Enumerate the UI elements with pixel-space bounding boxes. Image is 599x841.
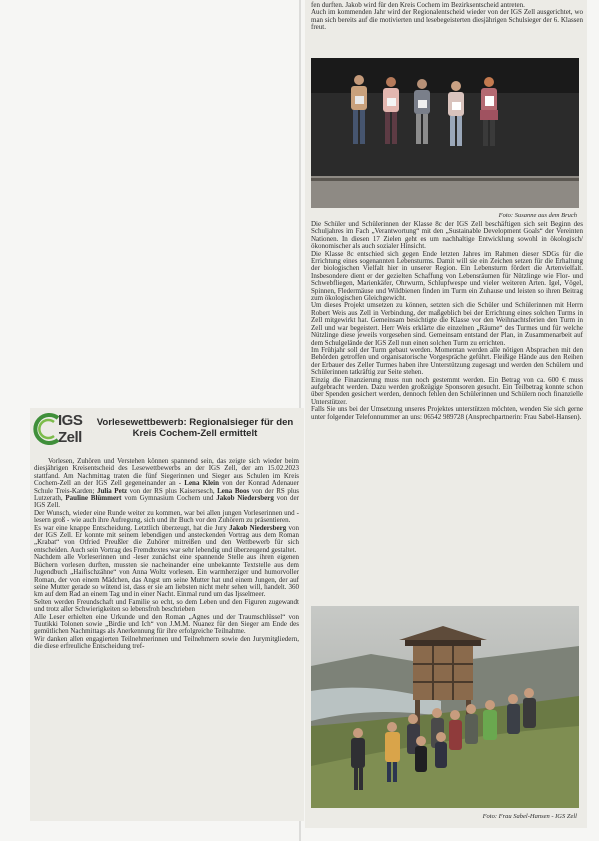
- paragraph: [34, 510, 299, 525]
- bold-name: Lena Klein: [184, 479, 219, 488]
- text-run: Es war eine knappe Entscheidung. Letztlich überzeugt, hat die Jury: [34, 523, 230, 532]
- paragraph: [34, 614, 299, 636]
- paragraph: [34, 636, 299, 651]
- photo2-caption: Foto: Frau Sabel-Hansen - IGS Zell: [482, 813, 577, 820]
- paragraph: Falls Sie uns bei der Umsetzung unseres Projektes unterstützen möchten, wenden Sie sich gerne unter folgender Telefonnummer an uns: 06542 989728 (Ansprechpartnerin: Frau Sabel-Hansen).: [311, 405, 583, 421]
- photo-readers-stage: [311, 58, 579, 208]
- text-run: Nachdem alle Vorleserinnen und -leser zunächst eine spannende Stelle aus ihren eigenen Büchern vorlesen durften, mussten sie nacheinander eine unbekannte Textstelle aus dem Jugendbuch „Haifischzähne“ von Anna Woltz vorlesen. Ein warmherziger und humorvoller Roman, der von einem Mädchen, das Angst um seine Mutter hat und einem Jungen, der auf seine Mutter gerade so wütend ist, dass er sie am liebsten nicht mehr sehen will, handelt. 360 km auf dem Rad an einem Tag und in einer Nacht. Einmal rund um das Ijsselmeer.: [34, 553, 299, 599]
- text-run: von der IGS Zell. Er konnte mit seinem lebendigen und ansteckenden Vortrag aus dem Roman „Krabat“ von Otfried Preußler die Zuhörer mitreißen und den Wettbewerb für sich entscheiden. Auch sein Vortrag des Fremdtextes war sehr lebendig und überzeugend gestaltet.: [34, 523, 299, 554]
- left-text: [30, 458, 304, 651]
- logo-text: IGS Zell: [58, 412, 83, 446]
- text-run: Alle Leser erhielten eine Urkunde und den Roman „Agnes und der Traumschlüssel“ von Tuutikki Tolonen sowie „Birdie und Ich“ von J.M.M. Nuanez für den Sieger am Ende des gemütlichen Nachmittags als Anerkennung für ihre erfolgreiche Teilnahme.: [34, 612, 299, 636]
- text-run: Wir danken allen engagierten Teilnehmerinnen und Teilnehmern sowie den Jurymitgliedern, die diese erfreuliche Entscheidung tref-: [34, 634, 299, 651]
- text-run: Vorlesen, Zuhören und Verstehen können spannend sein, das zeigte sich wieder beim diesjährigen Kreisentscheid des Lesewettbewerbs an der IGS Zell, der am 15.02.2023 stattfand. Am Nachmittag traten die fünf Siegerinnen und Sieger aus Schulen im Kreis Cochem-Zell an der IGS Zell gegeneinander an -: [34, 457, 299, 488]
- paragraph: [34, 525, 299, 555]
- bold-name: Jakob Niedersberg: [229, 523, 287, 532]
- right-clipping: [305, 0, 587, 828]
- paragraph: fen durften. Jakob wird für den Kreis Cochem im Bezirksentscheid antreten.: [311, 1, 525, 9]
- right-top-text: [305, 2, 587, 32]
- paragraph: [34, 458, 299, 510]
- paragraph: Auch im kommenden Jahr wird der Regionalentscheid wieder von der IGS Zell ausgerichtet, wo man sich bereits auf die motivierten und lesebegeisterten diesjährigen Schulsieger der 6. Klassen freut.: [311, 8, 583, 32]
- text-run: von der Konrad Adenauer Schule Treis-Karden;: [34, 479, 299, 495]
- paragraph: [34, 599, 299, 614]
- photo1-caption: Foto: Susanne aus dem Bruch: [498, 212, 577, 219]
- text-run: von der IGS Zell.: [34, 494, 299, 510]
- text-run: Der Wunsch, wieder eine Runde weiter zu kommen, war bei allen jungen Vorleserinnen und -lesern groß - wie auch ihre Aufregung, sich und ihr Buch vor den Zuhörern zu präsentieren.: [34, 508, 299, 525]
- paragraph: Einzig die Finanzierung muss nun noch gestemmt werden. Ein Betrag von ca. 600 € muss aufgebracht werden. Dazu werden großzügige Sponsoren gesucht. Ein Teilbetrag konnte schon über Spenden gesichert werden, dennoch fehlen den Schülerinnen und Schülern noch finanzielle Unterstützer.: [311, 375, 583, 406]
- article-header: [30, 408, 304, 458]
- bold-name: Julia Petz: [97, 486, 128, 495]
- bold-name: Lena Boos: [217, 486, 250, 495]
- photo-class-tower: [311, 606, 579, 808]
- bold-name: Pauline Blümmert: [65, 494, 122, 503]
- text-run: von der RS plus Kaisersesch,: [127, 486, 218, 495]
- paragraph: [34, 554, 299, 598]
- text-run: vom Gymnasium Cochem und: [121, 494, 217, 503]
- right-mid-text: [305, 221, 587, 421]
- text-run: von der RS plus Lutzerath,: [34, 486, 300, 503]
- igs-zell-logo: [32, 412, 90, 446]
- bold-name: Jakob Niedersberg: [216, 494, 274, 503]
- paragraph: Um dieses Projekt umsetzen zu können, setzten sich die Schüler und Schülerinnen mit Herrn Robert Weis aus Zell in Verbindung, der maßgeblich bei der Errichtung eines solchen Turms in Zell mitgewirkt hat. Gemeinsam besichtigte die Klasse vor den Weihnachtsferien den Turm in Zell und war begeistert. Herr Weis erklärte die einzelnen „Räume“ des Turmes und für welche Nützlinge diese jeweils vorgesehen sind. Gemeinsam entstand der Plan, in Zusammenarbeit auf dem Schulgelände der IGS Zell nun einen solchen Turm zu errichten.: [311, 301, 583, 347]
- left-clipping: [30, 408, 304, 821]
- paragraph: Im Frühjahr soll der Turm gebaut werden. Momentan werden alle nötigen Absprachen mit den Behörden getroffen und organisatorische Vorgespräche geführt. Fleißige Hände aus den Reihen der Erbauer des Zeller Turmes haben ihre Unterstützung zugesagt und werden den Schülern und Schülerinnen tatkräftig zur Seite stehen.: [311, 345, 583, 377]
- paragraph: Die Schüler und Schülerinnen der Klasse 8c der IGS Zell beschäftigen sich seit Beginn des Schuljahres im Fach „Verantwortung“ mit den „Sustainable Development Goals“ der Vereinten Nationen. In diesen 17 Zielen geht es um nachhaltige Entwicklung sowohl in ökologisch/ ökonomischer als auch sozialer Hinsicht.: [311, 220, 583, 251]
- logo-swoosh-icon: [32, 412, 62, 446]
- article-title: Vorlesewettbewerb: Regionalsieger für den Kreis Cochem-Zell ermittelt: [96, 417, 294, 439]
- text-run: Selten werden Freundschaft und Familie so echt, so dem Leben und den Figuren zugewandt und trotz aller Schwierigkeiten so lebensfroh beschrieben: [34, 597, 299, 614]
- paragraph: Die Klasse 8c entschied sich gegen Ende letzten Jahres im Rahmen dieser SDGs für die Errichtung eines sogenannten Lebensturms. Damit will sie ein Zeichen setzen für die Erhaltung der biologischen Vielfalt hier in unserer Region. Ein Lebensturm fördert die Artenvielfalt. Insbesondere dient er der gezielten Schaffung von Lebensräumen für Nützlinge wie Flor- und Schwebfliegen, Marienkäfer, Ohrwurm, Schlupfwespe und vieler weiteren Arten. Igel, Vögel, Spinnen, Fledermäuse und Wildbienen finden im Turm ein Zuhause und leisten so ihren Beitrag zum ökologischen Gleichgewicht.: [311, 249, 583, 303]
